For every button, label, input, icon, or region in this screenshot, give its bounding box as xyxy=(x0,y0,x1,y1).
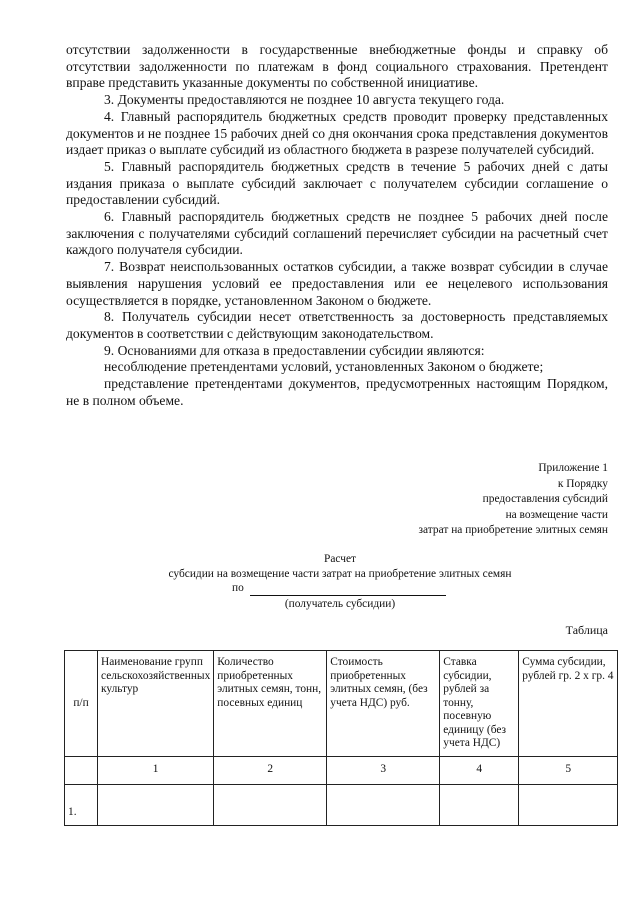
paragraph-4: 6. Главный распорядитель бюджетных средств не позднее 5 рабочих дней после заключения с получателями субсидий соглашений перечисляет субсидии на расчетный счет каждого получателя субсидии. xyxy=(66,209,608,258)
paragraph-9: представление претендентами документов, предусмотренных настоящим Порядком, не в полном объеме. xyxy=(66,376,608,408)
paragraph-6: 8. Получатель субсидии несет ответственность за достоверность представляемых документов в соответствии с действующим законодательством. xyxy=(66,309,608,341)
header-cell-crop-groups: Наименование групп сельскохозяйственных культур xyxy=(98,651,214,757)
row-cell xyxy=(440,784,519,825)
row-cell xyxy=(214,784,327,825)
number-cell: 4 xyxy=(440,756,519,784)
header-cell-cost: Стоимость приобретенных элитных семян, (без учета НДС) руб. xyxy=(327,651,440,757)
paragraph-3: 5. Главный распорядитель бюджетных средств в течение 5 рабочих дней с даты издания приказа о выплате субсидий заключает с получателем субсидии соглашение о предоставлении субсидий. xyxy=(66,158,608,208)
appendix-line-2: к Порядку xyxy=(557,477,608,490)
recipient-caption: (получатель субсидии) xyxy=(284,598,396,610)
recipient-prefix: по xyxy=(232,582,244,594)
header-cell-pp: п/п xyxy=(65,651,98,757)
number-cell: 1 xyxy=(98,756,214,784)
appendix-line-3: предоставления субсидий xyxy=(482,493,608,505)
number-cell: 3 xyxy=(327,756,440,784)
header-cell-rate: Ставка субсидии, рублей за тонну, посевную единицу (без учета НДС) xyxy=(440,651,519,757)
paragraph-2: 4. Главный распорядитель бюджетных средств проводит проверку представленных документов и не позднее 15 рабочих дней со дня окончания срока представления документов издает приказ о выплате субсидий из областного бюджета в разрезе получателей субсидий. xyxy=(66,108,608,158)
subsidy-table xyxy=(64,650,618,826)
table-header-row xyxy=(65,651,618,757)
appendix-line-1: Приложение 1 xyxy=(538,462,608,474)
calculation-subtitle: субсидии на возмещение части затрат на приобретение элитных семян xyxy=(168,568,512,580)
row-cell xyxy=(327,784,440,825)
paragraph-1: 3. Документы предоставляются не позднее 10 августа текущего года. xyxy=(104,92,505,108)
appendix-block xyxy=(419,461,608,539)
calculation-title: Расчет xyxy=(324,553,356,565)
table-number-row xyxy=(65,756,618,784)
row-cell xyxy=(519,784,618,825)
number-cell: 5 xyxy=(519,756,618,784)
table-row xyxy=(65,784,618,825)
paragraph-8: несоблюдение претендентами условий, установленных Законом о бюджете; xyxy=(104,359,544,375)
appendix-line-4: на возмещение части xyxy=(505,508,608,521)
header-cell-quantity: Количество приобретенных элитных семян, тонн, посевных единиц xyxy=(214,651,327,757)
paragraph-7: 9. Основаниями для отказа в предоставлении субсидии являются: xyxy=(104,342,485,358)
header-cell-sum: Сумма субсидии, рублей гр. 2 х гр. 4 xyxy=(519,651,618,757)
row-cell-pp: 1. xyxy=(65,784,98,825)
appendix-line-5: затрат на приобретение элитных семян xyxy=(418,524,608,536)
row-cell xyxy=(98,784,214,825)
recipient-underline xyxy=(250,595,446,596)
paragraph-0: отсутствии задолженности в государственные внебюджетные фонды и справку об отсутствии задолженности по платежам в фонд социального страхования. Претендент вправе представить указанные документы по собственной инициативе. xyxy=(66,42,608,91)
number-cell xyxy=(65,756,98,784)
number-cell: 2 xyxy=(214,756,327,784)
table-label: Таблица xyxy=(565,623,608,637)
body-text xyxy=(66,42,608,409)
paragraph-5: 7. Возврат неиспользованных остатков субсидии, а также возврат субсидии в случае выявления нарушения условий ее предоставления или ее нецелевого использования осуществляется в порядке, установленном Законом о бюджете. xyxy=(66,259,608,308)
